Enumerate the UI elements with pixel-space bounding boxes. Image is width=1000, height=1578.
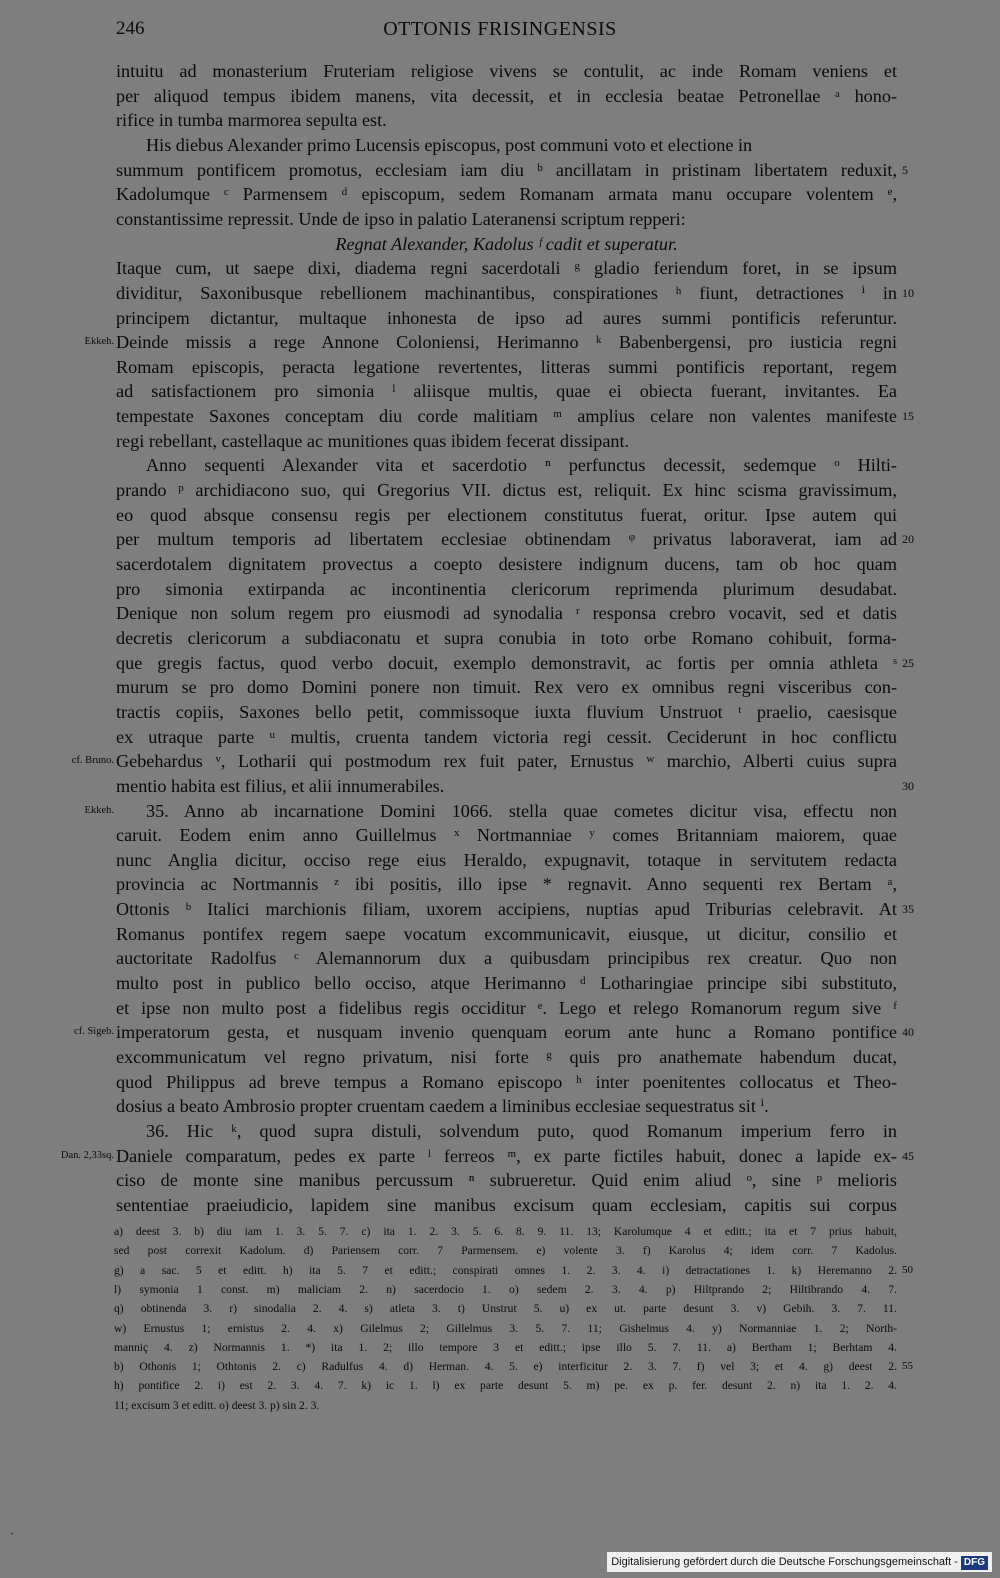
text-line: Kadolumque ᶜ Parmensem ᵈ episcopum, sedem Romanam armata manu occupare volentem ᵉ, xyxy=(116,184,897,205)
text-line: tempestate Saxones conceptam diu corde malitiam ᵐ amplius celare non valentes manifeste xyxy=(116,406,897,427)
page-number: 246 xyxy=(116,18,145,39)
margin-note: Ekkeh. xyxy=(84,336,114,348)
text-line: His diebus Alexander primo Lucensis episcopus, post communi voto et electione in xyxy=(146,134,753,155)
line-number: 40 xyxy=(902,1025,914,1040)
footnote-line: b) Othonis 1; Othtonis 2. c) Radulfus 4. d) Herman. 4. 5. e) interficitur 2. 3. 7. f) vel 3; et 4. g) deest 2. xyxy=(114,1360,897,1374)
margin-note: Dan. 2,33sq. xyxy=(60,1149,114,1161)
text-line: intuitu ad monasterium Fruteriam religiose vivens se contulit, ac inde Romam veniens et xyxy=(116,61,897,81)
line-number: 30 xyxy=(902,778,914,793)
margin-note: cf. Bruno. xyxy=(71,755,114,767)
text-line: nunc Anglia dicitur, occiso rege eius Heraldo, expugnavit, totaque in servitutem redacta xyxy=(116,849,897,870)
text-line: tractis copiis, Saxones bello petit, commissoque iuxta fluvium Unstruot ᵗ praelio, caesisque xyxy=(116,701,897,722)
text-line: summum pontificem promotus, ecclesiam iam diu ᵇ ancillatam in pristinam libertatem reduxit, xyxy=(116,159,897,180)
line-number: 10 xyxy=(902,285,914,300)
text-line: murum se pro domo Domini ponere non timuit. Rex vero ex omnibus regni visceribus con- xyxy=(116,677,897,698)
text-line: que gregis factus, quod verbo docuit, exemplo demonstravit, ac fortis per omnia athleta ˢ xyxy=(116,652,897,673)
footnote-line: sed post correxit Kadolum. d) Pariensem corr. 7 Parmensem. e) volente 3. f) Karolus 4; idem corr. 7 Kadolus. xyxy=(114,1244,897,1258)
text-line: multo post in publico bello occiso, atque Herimanno ᵈ Lotharingiae principe sibi substituto, xyxy=(116,973,897,994)
text-line: prando ᵖ archidiacono suo, qui Gregorius VII. dictus est, reliquit. Ex hinc scisma gravissimum, xyxy=(116,480,897,501)
text-line: quod Philippus ad breve tempus a Romano episcopo ʰ inter poenitentes collocatus et Theo- xyxy=(116,1071,897,1092)
margin-note: cf. Sigeb. xyxy=(74,1026,114,1038)
footer-text: Digitalisierung gefördert durch die Deutsche Forschungsgemeinschaft - xyxy=(611,1556,958,1568)
text-line: sententiae praeiudicio, lapidem sine manibus excisum quam ecclesiam, capitis sui corpus xyxy=(116,1194,897,1215)
text-line: imperatorum gesta, et nusquam invenio quenquam eorum ante hunc a Romano pontifice xyxy=(116,1022,897,1043)
line-number: 5 xyxy=(902,162,908,177)
footnote-line: w) Ernustus 1; ernistus 2. 4. x) Gilelmus 2; Gillelmus 3. 5. 7. 11; Gishelmus 4. y) Normanniae 1. 2; North- xyxy=(114,1321,897,1335)
text-line: Ottonis ᵇ Italici marchionis filiam, uxorem accipiens, nuptias apud Triburias celebravit. At xyxy=(116,899,897,920)
text-line: Romanus pontifex regem saepe vocatum excommunicavit, eiusque, ut dicitur, consilio et xyxy=(116,923,897,944)
margin-note: Ekkeh. xyxy=(84,804,114,816)
line-number: 15 xyxy=(902,409,914,424)
footnote-line: manniç 4. z) Normannis 1. *) ita 1. 2; illo tempore 3 et editt.; ipse illo 5. 7. 11. a) Bertham 1; Berhtam 4. xyxy=(114,1340,897,1354)
footnote-line: h) pontifice 2. i) est 2. 3. 4. 7. k) ic 1. l) ex parte desunt 5. m) pe. ex p. fer. desunt 2. n) ita 1. 2. 4. xyxy=(114,1379,897,1393)
text-line: 36. Hic ᵏ, quod supra distuli, solvendum puto, quod Romanum imperium ferro in xyxy=(146,1120,897,1141)
text-line: Regnat Alexander, Kadolus ᶠ cadit et superatur. xyxy=(335,233,678,254)
text-line: excommunicatum vel regno privatum, nisi forte ᵍ quis pro anathemate habendum ducat, xyxy=(116,1047,897,1067)
text-line: Gebehardus ᵛ, Lotharii qui postmodum rex fuit pater, Ernustus ʷ marchio, Alberti cuius supra xyxy=(116,751,897,772)
line-number: 20 xyxy=(902,532,914,547)
text-line: eo quod absque consensu regis per electionem constitutus fuerat, oritur. Ipse autem qui xyxy=(116,504,897,525)
text-line: ciso de monte sine manibus percussum ⁿ subrueretur. Quid enim aliud ᵒ, sine ᵖ melioris xyxy=(116,1170,897,1191)
text-line: Daniele comparatum, pedes ex parte ˡ ferreos ᵐ, ex parte fictiles habuit, donec a lapide ex- xyxy=(116,1145,897,1166)
text-line: decretis clericorum a subdiaconatu et supra conubia in toto orbe Romano cohibuit, forma- xyxy=(116,627,897,648)
text-line: auctoritate Radolfus ᶜ Alemannorum dux a quibusdam principibus rex creatur. Quo non xyxy=(116,948,897,969)
footnote-line: a) deest 3. b) diu iam 1. 3. 5. 7. c) ita 1. 2. 3. 5. 6. 8. 9. 11. 13; Karolumque 4 et editt.; ita et 7 prius habuit, xyxy=(114,1225,897,1238)
line-number: 25 xyxy=(902,655,914,670)
text-line: constantissime repressit. Unde de ipso in palatio Lateranensi scriptum repperi: xyxy=(116,208,686,229)
page-header xyxy=(0,14,1000,46)
text-line: rifice in tumba marmorea sepulta est. xyxy=(116,110,387,131)
footnote-line-number: 50 xyxy=(902,1263,913,1276)
text-line: provincia ac Nortmannis ᶻ ibi positis, illo ipse * regnavit. Anno sequenti rex Bertam ᵃ, xyxy=(116,874,897,895)
text-line: ex utraque parte ᵘ multis, cruenta tandem victoria regi cessit. Ceciderunt in hoc conflictu xyxy=(116,726,897,747)
dfg-logo: DFG xyxy=(961,1556,988,1570)
corner-mark: ` xyxy=(10,1530,14,1544)
footnote-line: l) symonia 1 const. m) maliciam 2. n) sacerdocio 1. o) sedem 2. 3. 4. p) Hiltprando 2; Hiltibrando 4. 7. xyxy=(114,1282,897,1296)
text-line: Romam episcopis, peracta legatione revertentes, litteras summi pontificis reportant, regem xyxy=(116,356,897,377)
text-line: dividitur, Saxonibusque rebellionem machinantibus, conspirationes ʰ fiunt, detractiones ⁱ in xyxy=(116,282,897,303)
line-number: 35 xyxy=(902,902,914,917)
text-line: caruit. Eodem enim anno Guillelmus ˣ Nortmanniae ʸ comes Britanniam maiorem, quae xyxy=(116,825,897,846)
text-line: Anno sequenti Alexander vita et sacerdotio ⁿ perfunctus decessit, sedemque ᵒ Hilti- xyxy=(146,455,897,476)
text-line: per multum temporis ad libertatem ecclesiae obtinendam ᵠ privatus laboraverat, iam ad xyxy=(116,529,897,550)
text-line: et ipse non multo post a fidelibus regis occiditur ᵉ. Lego et relego Romanorum regum sive ᶠ xyxy=(116,997,897,1018)
text-line: pro simonia extirpanda ac incontinentia clericorum reprimenda plurimum desudabat. xyxy=(116,578,897,599)
text-line: principem dictantur, multaque inhonesta de ipso ad aures summi pontificis referuntur. xyxy=(116,307,897,328)
text-line: ad satisfactionem pro simonia ˡ aliisque multis, quae ei obiecta fuerant, invitantes. Ea xyxy=(116,381,897,402)
text-line: dosius a beato Ambrosio propter cruentam caedem a liminibus ecclesiae sequestratus sit ⁱ. xyxy=(116,1096,769,1117)
running-title: OTTONIS FRISINGENSIS xyxy=(383,18,617,40)
line-number: 45 xyxy=(902,1148,914,1163)
text-line: sacerdotalem dignitatem provectus a coepto desistere indignum ducens, tam ob hoc quam xyxy=(116,554,897,574)
text-line: Deinde missis a rege Annone Coloniensi, Herimanno ᵏ Babenbergensi, pro iusticia regni xyxy=(116,332,897,353)
footnote-line-number: 55 xyxy=(902,1360,913,1373)
text-line: regi rebellant, castellaque ac munitiones quas ibidem fecerat dissipant. xyxy=(116,430,630,451)
funding-footer xyxy=(607,1552,992,1572)
footnote-line: 11; excisum 3 et editt. o) deest 3. p) sin 2. 3. xyxy=(114,1398,320,1412)
text-line: mentio habita est filius, et alii innumerabiles. xyxy=(116,775,445,796)
text-line: Itaque cum, ut saepe dixi, diadema regni sacerdotali ᵍ gladio feriendum foret, in se ipsum xyxy=(116,258,897,279)
text-line: Denique non solum regem pro eiusmodi ad synodalia ʳ responsa crebro vocavit, sed et datis xyxy=(116,603,897,624)
text-line: 35. Anno ab incarnatione Domini 1066. stella quae cometes dicitur visa, effectu non xyxy=(146,800,897,821)
footnote-line: q) obtinenda 3. r) sinodalia 2. 4. s) atleta 3. t) Unstrut 5. u) ex ut. parte desunt 3. v) Gebih. 3. 7. 11. xyxy=(114,1302,897,1316)
text-line: per aliquod tempus ibidem manens, vita decessit, et in ecclesia beatae Petronellae ᵃ hono- xyxy=(116,85,897,106)
footnote-line: g) a sac. 5 et editt. h) ita 5. 7 et editt.; conspirati omnes 1. 2. 3. 4. i) detractationes 1. k) Heremanno 2. xyxy=(114,1263,897,1277)
